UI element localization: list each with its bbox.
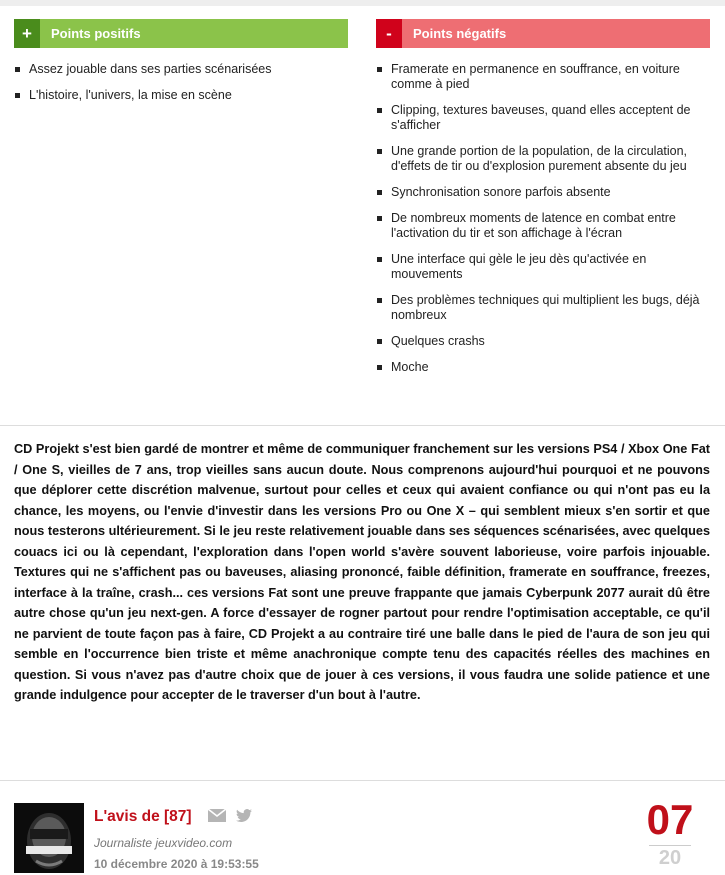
mail-icon[interactable] <box>208 809 226 828</box>
list-item: Des problèmes techniques qui multiplient les bugs, déjà nombreux <box>376 293 710 323</box>
list-item: Moche <box>376 360 710 375</box>
negative-points-list <box>376 62 710 375</box>
bullet-icon <box>377 108 382 113</box>
list-item: Framerate en permanence en souffrance, en voiture comme à pied <box>376 62 710 92</box>
bullet-icon <box>377 190 382 195</box>
avatar-image <box>14 803 84 873</box>
verdict-text: CD Projekt s'est bien gardé de montrer et même de communiquer franchement sur les versions PS4 / Xbox One Fat / One S, vieilles de 7 ans, trop vieilles sans aucun doute. Nous comprenons aujourd'hui pourquoi et ne pouvons que déplorer cette discrétion malvenue, surtout pour celles et ceux qui avaient confiance ou qui n'ont pas eu la chance, les moyens, ou l'envie d'investir dans les versions Pro ou One X – qui semblent mieux s'en sortir et que nous testerons ultérieurement. Si le jeu reste relativement jouable dans ses séquences scénarisées, avec quelques couacs ici ou là cependant, l'exploration dans l'open world s'avère souvent laborieuse, voire parfois injouable. Textures qui ne s'affichent pas ou baveuses, aliasing prononcé, faible définition, framerate en souffrance, freezes, interface à la traîne, crash... ces versions Fat sont une preuve frappante que jamais Cyberpunk 2077 aurait dû être autre chose qu'un jeu next-gen. A force d'essayer de rogner partout pour rendre l'optimisation acceptable, ce qu'il ne parvient de toute façon pas à faire, CD Projekt a au contraire tiré une balle dans le pied de l'aura de son jeu qui semble en l'occurrence bien triste et même anachronique compte tenu des capacités réelles des machines en question. Si vous n'avez pas d'autre choix que de jouer à ces versions, il vous faudra une solide patience et une grande indulgence pour accepter de le traverser d'un bout à l'autre. <box>14 442 710 702</box>
negative-points-header <box>376 19 710 48</box>
plus-icon: + <box>14 19 40 48</box>
twitter-icon[interactable] <box>236 809 252 828</box>
positive-points-title: Points positifs <box>51 26 141 41</box>
bullet-icon <box>377 257 382 262</box>
bullet-icon <box>377 298 382 303</box>
list-item: Clipping, textures baveuses, quand elles acceptent de s'afficher <box>376 103 710 133</box>
bullet-icon <box>377 67 382 72</box>
author-role: Journaliste jeuxvideo.com <box>94 836 233 850</box>
bullet-icon <box>377 216 382 221</box>
bullet-icon <box>377 149 382 154</box>
section-divider <box>0 425 725 426</box>
score-value: 07 <box>646 796 694 843</box>
list-item: Une grande portion de la population, de la circulation, d'effets de tir ou d'explosion purement absente du jeu <box>376 144 710 174</box>
bullet-icon <box>15 93 20 98</box>
bullet-icon <box>377 365 382 370</box>
score-max: 20 <box>658 847 682 869</box>
list-item: Quelques crashs <box>376 334 710 349</box>
author-divider <box>0 780 725 781</box>
minus-icon: - <box>376 19 402 48</box>
list-item: Assez jouable dans ses parties scénarisées <box>14 62 348 77</box>
bullet-icon <box>377 339 382 344</box>
negative-points-box <box>376 19 710 386</box>
list-item: Synchronisation sonore parfois absente <box>376 185 710 200</box>
avatar[interactable] <box>14 803 84 873</box>
list-item: L'histoire, l'univers, la mise en scène <box>14 88 348 103</box>
positive-points-header <box>14 19 348 48</box>
review-score <box>638 797 702 870</box>
list-item: Une interface qui gèle le jeu dès qu'activée en mouvements <box>376 252 710 282</box>
author-heading[interactable]: L'avis de [87] <box>94 808 192 825</box>
positive-points-list <box>14 62 348 103</box>
bullet-icon <box>15 67 20 72</box>
negative-points-title: Points négatifs <box>413 26 507 41</box>
review-date: 10 décembre 2020 à 19:53:55 <box>94 857 259 871</box>
author-contact-icons <box>208 809 252 828</box>
positive-points-box <box>14 19 348 114</box>
list-item: De nombreux moments de latence en combat entre l'activation du tir et son affichage à l'écran <box>376 211 710 241</box>
top-divider <box>0 0 725 6</box>
